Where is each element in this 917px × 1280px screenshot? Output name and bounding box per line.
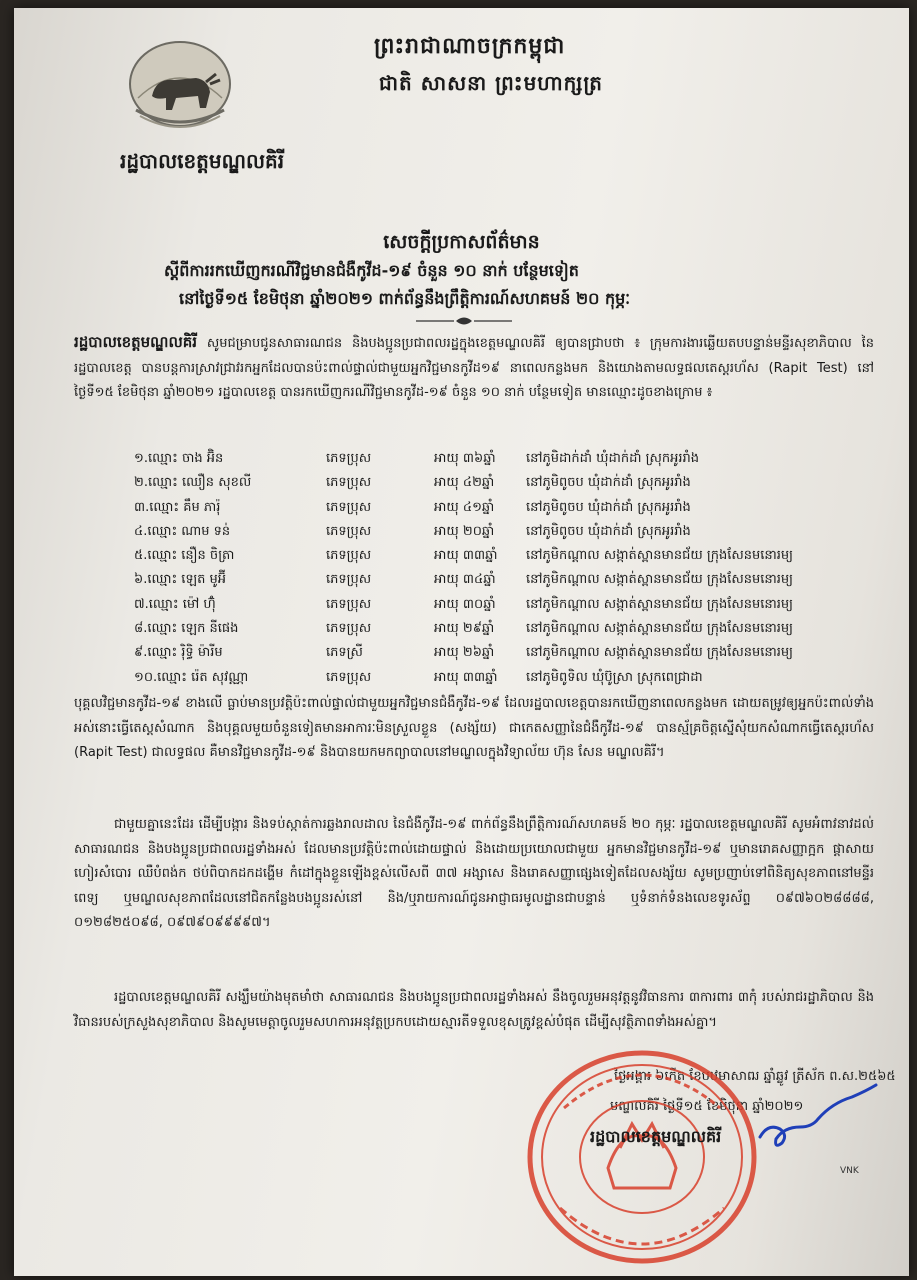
case-name: ៣.ឈ្មោះ គឹម ភារ៉ុ [134,499,221,515]
case-address: នៅភូមិកណ្តាល សង្កាត់ស្ពានមានជ័យ ក្រុងសែនមនោរម្យ [526,596,794,612]
list-item [134,545,894,569]
case-age: អាយុ ៣០ឆ្នាំ [434,596,496,612]
case-age: អាយុ ៤១ឆ្នាំ [434,499,495,515]
vnk-mark: VNK [840,1166,859,1176]
national-motto: ជាតិ សាសនា ព្រះមហាក្សត្រ [379,71,603,95]
list-item [134,642,894,666]
case-address: នៅភូមិកណ្តាល សង្កាត់ស្ពានមានជ័យ ក្រុងសែនមនោរម្យ [526,548,794,564]
list-item [134,521,894,545]
case-sex: ភេទប្រុស [326,621,372,637]
case-age: អាយុ ៣៤ឆ្នាំ [434,572,496,588]
case-address: នៅភូមិពូចប ឃុំដាក់ដាំ ស្រុកអូររាំង [526,523,691,539]
cow-emblem-icon [126,38,234,134]
case-address: នៅភូមិកណ្តាល សង្កាត់ស្ពានមានជ័យ ក្រុងសែនមនោរម្យ [526,645,794,661]
solar-date: មណ្ឌលគិរី ថ្ងៃទី១៥ ខែមិថុនា ឆ្នាំ២០២១ [610,1099,804,1114]
divider-ornament [414,314,514,328]
list-item [134,472,894,496]
case-sex: ភេទប្រុស [326,669,372,685]
case-sex: ភេទប្រុស [326,451,372,466]
case-age: អាយុ ៣៣ឆ្នាំ [434,669,498,685]
case-name: ២.ឈ្មោះ ឈឿន សុខលី [134,475,252,491]
list-item [134,448,894,472]
case-sex: ភេទប្រុស [326,548,372,564]
case-name: ៩.ឈ្មោះ រ៉ិទ្ធិ ម៉ារីម [134,645,223,661]
case-name: ១.ឈ្មោះ ចាង អ៊ិន [134,451,224,466]
intro-paragraph [74,330,874,406]
list-item [134,594,894,618]
list-item [134,497,894,521]
case-address: នៅភូមិពូចប ឃុំដាក់ដាំ ស្រុកអូររាំង [526,475,691,491]
paragraph-4: រដ្ឋបាលខេត្តមណ្ឌលគិរី សង្ឃឹមយ៉ាងមុតមាំថា សាធារណជន និងបងប្អូនប្រជាពលរដ្ឋទាំងអស់ នឹងចូលរួមអនុវត្តនូវវិធានការ ៣ការពារ ៣កុំ របស់រាជរដ្ឋាភិបាល និងវិធានរបស់ក្រសួងសុខាភិបាល និងសូមមេត្តាចូលរួមសហការអនុវត្តប្រកបដោយស្មារតីទទួលខុសត្រូវខ្ពស់បំផុត ដើម្បីសុវត្ថិភាពទាំងអស់គ្នា។ [74,990,874,1030]
case-sex: ភេទប្រុស [326,596,372,612]
case-name: ៨.ឈ្មោះ ឡេក នីផេង [134,621,239,637]
cases-list [134,448,894,691]
signer-name: រដ្ឋបាលខេត្តមណ្ឌលគិរី [590,1127,722,1146]
document-subtitle-2: នៅថ្ងៃទី១៥ ខែមិថុនា ឆ្នាំ២០២១ ពាក់ព័ន្ធនឹងព្រឹត្តិការណ៍សហគមន៍ ២០ កុម្ភៈ [179,289,631,308]
intro-lead: រដ្ឋបាលខេត្តមណ្ឌលគិរី [74,333,198,351]
case-name: ៤.ឈ្មោះ ណាម ទន់ [134,523,231,539]
signature [754,1083,884,1158]
case-name: ៦.ឈ្មោះ ឡេត មូអ៊ី [134,572,227,588]
case-address: នៅភូមិដាក់ដាំ ឃុំដាក់ដាំ ស្រុកអូររាំង [526,451,700,466]
case-age: អាយុ ២០ឆ្នាំ [434,523,495,539]
red-official-seal-icon [524,1048,760,1266]
case-age: អាយុ ៣៣ឆ្នាំ [434,548,498,564]
case-age: អាយុ ២៦ឆ្នាំ [434,645,495,661]
organization-name: រដ្ឋបាលខេត្តមណ្ឌលគិរី [120,149,285,173]
intro-text: សូមជម្រាបជូនសាធារណជន និងបងប្អូនប្រជាពលរដ្ឋក្នុងខេត្តមណ្ឌលគិរី ឲ្យបានជ្រាបថា ៖ ក្រុមការងារឆ្លើយតបបន្ទាន់មន្ទីរសុខាភិបាល នៃរដ្ឋបាលខេត្ត បានបន្តការស្រាវជ្រាវរកអ្នកដែលបានប៉ះពាល់ផ្ទាល់ជាមួយអ្នកវិជ្ជមានកូវីដ១៩ នាពេលកន្លងមក និងយោងតាមលទ្ធផលតេស្តរហ័ស (Rapit Test) នៅថ្ងៃទី១៥ ខែមិថុនា ឆ្នាំ២០២១ រដ្ឋបាលខេត្ត បានរកឃើញករណីវិជ្ជមានកូវីដ-១៩ ចំនួន ១០ នាក់ បន្ថែមទៀត មានឈ្មោះដូចខាងក្រោម ៖ [74,336,874,400]
case-name: ៥.ឈ្មោះ នឿន ចិត្រា [134,548,235,564]
case-age: អាយុ ៣៦ឆ្នាំ [434,451,496,466]
case-sex: ភេទប្រុស [326,475,372,491]
lunar-date: ថ្ងៃអង្គារ ៦កើត ខែបឋមាសាឍ ឆ្នាំឆ្លូវ ត្រីស័ក ព.ស.២៥៦៥ [614,1069,896,1084]
document-title: សេចក្តីប្រកាសព័ត៌មាន [383,231,540,253]
paragraph-2: បុគ្គលវិជ្ជមានកូវីដ-១៩ ខាងលើ ធ្លាប់មានប្រវត្តិប៉ះពាល់ផ្ទាល់ជាមួយអ្នកវិជ្ជមានជំងឺកូវីដ-១៩ ដែលរដ្ឋបាលខេត្តបានរកឃើញនាពេលកន្លងមក ដោយតម្រូវឲ្យអ្នកប៉ះពាល់ទាំងអស់នោះធ្វើតេស្តសំណាក និងបុគ្គលមួយចំនួនទៀតមានអាការៈមិនស្រួលខ្លួន (សង្ស័យ) ជាកេតសញ្ញានៃជំងឺកូវីដ-១៩ បានស្ម័គ្រចិត្តស្នើសុំយកសំណាកធ្វើតេស្តរហ័ស (Rapit Test) ជាលទ្ធផល គឺមានវិជ្ជមានកូវីដ-១៩ និងបានយកមកព្យាបាលនៅមណ្ឌលក្នុងវិទ្យាល័យ ហ៊ុន សែន មណ្ឌលគិរី។ [74,696,874,760]
case-address: នៅភូមិពូចប ឃុំដាក់ដាំ ស្រុកអូររាំង [526,499,691,515]
case-address: នៅភូមិពូទិល ឃុំប៊ូស្រា ស្រុកពេជ្រាដា [526,669,703,685]
list-item [134,618,894,642]
case-address: នៅភូមិកណ្តាល សង្កាត់ស្ពានមានជ័យ ក្រុងសែនមនោរម្យ [526,572,794,588]
case-sex: ភេទប្រុស [326,572,372,588]
document-subtitle-1: ស្តីពីការរកឃើញករណីវិជ្ជមានជំងឺកូវីដ-១៩ ចំនួន ១០ នាក់ បន្ថែមទៀត [164,261,579,280]
list-item [134,667,894,691]
case-address: នៅភូមិកណ្តាល សង្កាត់ស្ពានមានជ័យ ក្រុងសែនមនោរម្យ [526,621,794,637]
list-item [134,569,894,593]
kingdom-header: ព្រះរាជាណាចក្រកម្ពុជា [374,34,566,59]
paragraph-3: ជាមួយគ្នានេះដែរ ដើម្បីបង្ការ និងទប់ស្កាត់ការឆ្លងរាលដាល នៃជំងឺកូវីដ-១៩ ពាក់ព័ន្ធនឹងព្រឹត្តិការណ៍សហគមន៍ ២០ កុម្ភៈ រដ្ឋបាលខេត្តមណ្ឌលគិរី សូមអំពាវនាវដល់សាធារណជន និងបងប្អូនប្រជាពលរដ្ឋទាំងអស់ ដែលមានប្រវត្តិប៉ះពាល់ដោយផ្ទាល់ និងដោយប្រយោលជាមួយ អ្នកមានវិជ្ជមានកូវីដ-១៩ ឬមានរោគសញ្ញាក្អក ផ្តាសាយ ហៀរសំបោរ ឈឺបំពង់ក ថប់ពិបាកដកដង្ហើម កំដៅក្នុងខ្លួនឡើងខ្ពស់លើសពី ៣៧ អង្សាសេ និងរោគសញ្ញាផ្សេងទៀតដែលសង្ស័យ សូមប្រញាប់ទៅពិនិត្យសុខភាពនៅមន្ទីរពេទ្យ ឬមណ្ឌលសុខភាពដែលនៅជិតកន្លែងបងប្អូនរស់នៅ និង/ឬរាយការណ៍ជូនអាជ្ញាធរមូលដ្ឋានជាបន្ទាន់ ឬទំនាក់ទំនងលេខទូរស័ព្ទ ០៩៧៦០២៨៨៨៨, ០១២៨២៥០៩៨, ០៩៧៩០៩៩៩៩៧។ [74,817,874,930]
case-sex: ភេទប្រុស [326,499,372,515]
case-name: ៧.ឈ្មោះ ម៉ៅ ហ៊ុំ [134,596,216,612]
case-sex: ភេទប្រុស [326,523,372,539]
case-age: អាយុ ២៩ឆ្នាំ [434,621,495,637]
case-sex: ភេទស្រី [326,645,363,661]
document-page [14,8,909,1276]
case-age: អាយុ ៤២ឆ្នាំ [434,475,495,491]
case-name: ១០.ឈ្មោះ រ៉េត សុវណ្ណា [134,669,249,685]
